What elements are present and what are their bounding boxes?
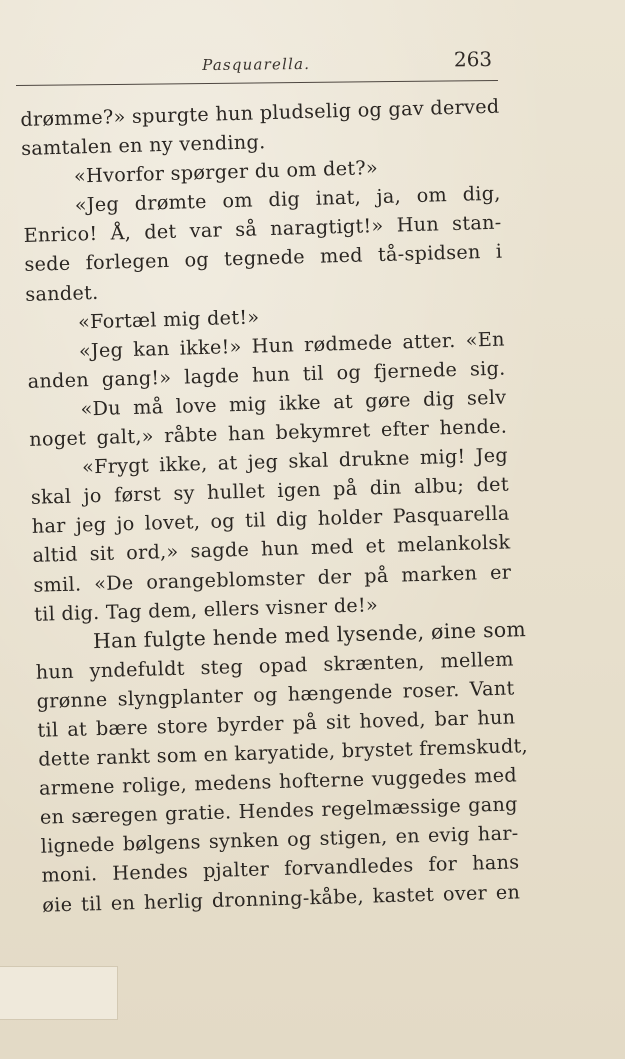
header-rule	[16, 80, 498, 86]
text-line: grønne slyngplanter og hængende roser. Vant	[36, 676, 515, 713]
text-line: sandet.	[24, 280, 99, 306]
text-line: «Frygt ikke, at jeg skal drukne mig! Jeg	[81, 443, 509, 479]
text-line: lignede bølgens synken og stigen, en evig har-	[40, 821, 519, 859]
text-line: smil. «De orangeblomster der på marken er	[33, 559, 512, 597]
text-line: anden gang!» lagde hun til og fjernede sig.	[27, 356, 506, 393]
text-line: drømme?» spurgte hun pludselig og gav derved	[20, 94, 500, 131]
text-line: hun yndefuldt steg opad skrænten, mellem	[35, 647, 514, 684]
text-line: altid sit ord,» sagde hun med et melankolsk	[32, 530, 511, 568]
text-line: dette rankt som en karyatide, brystet fremskudt,	[37, 734, 529, 771]
text-line: en særegen gratie. Hendes regelmæssige gang	[39, 792, 519, 829]
text-line: Han fulgte hende med lysende, øine som	[92, 616, 527, 653]
text-line: til dig. Tag dem, ellers visner de!»	[33, 592, 379, 626]
text-line: «Hvorfor spørger du om det?»	[73, 156, 379, 188]
text-line: «Jeg kan ikke!» Hun rødmede atter. «En	[78, 327, 506, 363]
body-text	[20, 92, 529, 920]
text-line: noget galt,» råbte han bekymret efter hende.	[29, 414, 508, 451]
text-line: samtalen en ny vending.	[20, 130, 266, 161]
page-header	[16, 47, 498, 80]
text-line: til at bære store byrder på sit hoved, bar hun	[37, 705, 516, 742]
text-line: moni. Hendes pjalter forvandledes for hans	[41, 850, 520, 888]
text-line: skal jo først sy hullet igen på din albu; det	[30, 472, 510, 510]
text-line: «Fortæl mig det!»	[77, 305, 260, 334]
text-line: armene rolige, medens hofterne vuggedes med	[38, 763, 518, 800]
text-line: Enrico! Å, det var så naragtigt!» Hun stan-	[23, 210, 502, 248]
text-line: «Jeg drømte om dig inat, ja, om dig,	[74, 181, 501, 217]
pasted-paper-slip	[0, 966, 118, 1020]
text-line: «Du må love mig ikke at gøre dig selv	[80, 385, 507, 421]
page-number: 263	[453, 47, 493, 72]
text-line: sede forlegen og tegnede med tå-spidsen i	[24, 240, 503, 277]
text-line: har jeg jo lovet, og til dig holder Pasquarella	[31, 501, 510, 539]
running-title: Pasquarella.	[202, 54, 311, 75]
text-line: øie til en herlig dronning-kåbe, kastet over en	[42, 879, 521, 917]
